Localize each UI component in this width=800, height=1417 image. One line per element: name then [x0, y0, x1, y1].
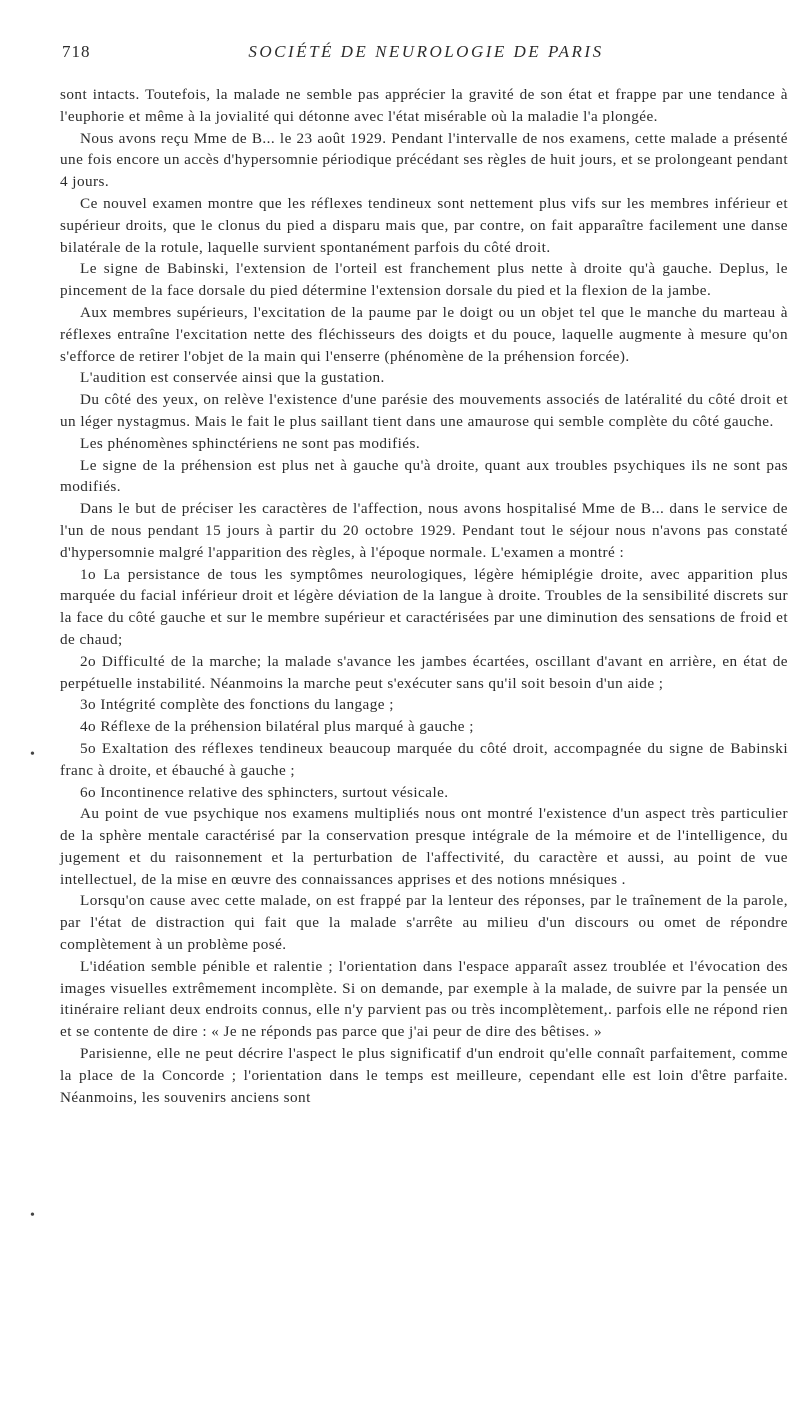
- paragraph: Parisienne, elle ne peut décrire l'aspect le plus significatif d'un endroit qu'elle connaît parfaitement, comme la place de la Concorde ; l'orientation dans le temps est meilleure, cependant elle est loin d'être parfaite. Néanmoins, les souvenirs anciens sont: [60, 1045, 788, 1106]
- paragraph: Le signe de la préhension est plus net à gauche qu'à droite, quant aux troubles psychiques ils ne sont pas modifiés.: [60, 456, 788, 496]
- list-item: 2o Difficulté de la marche; la malade s'avance les jambes écartées, oscillant d'avant en arrière, en état de perpétuelle instabilité. Néanmoins la marche peut s'exécuter sans qu'il soit besoin d'un aide ;: [60, 652, 788, 692]
- margin-mark: •: [30, 747, 35, 762]
- list-item: 6o Incontinence relative des sphincters, surtout vésicale.: [80, 783, 449, 801]
- paragraph: Nous avons reçu Mme de B... le 23 août 1929. Pendant l'intervalle de nos examens, cette malade a présenté une fois encore un accès d'hypersomnie périodique précédant ses règles de huit jours, et se prolongeant pendant 4 jours.: [60, 129, 788, 191]
- paragraph: Dans le but de préciser les caractères de l'affection, nous avons hospitalisé Mme de B... dans le service de l'un de nous pendant 15 jours à partir du 20 octobre 1929. Pendant tout le séjour nous n'avons pas constaté d'hypersomnie malgré l'apparition des règles, à l'époque normale. L'examen a montré :: [60, 500, 788, 561]
- page-header: [62, 42, 760, 72]
- list-item: 4o Réflexe de la préhension bilatéral plus marqué à gauche ;: [80, 718, 474, 736]
- running-title: SOCIÉTÉ DE NEUROLOGIE DE PARIS: [248, 42, 604, 61]
- list-item: 5o Exaltation des réflexes tendineux beaucoup marquée du côté droit, accompagnée du signe de Babinski franc à droite, et ébauché à gauche ;: [60, 739, 788, 779]
- paragraph: Lorsqu'on cause avec cette malade, on est frappé par la lenteur des réponses, par le traînement de la parole, par l'état de distraction qui fait que la malade s'arrête au milieu d'un discours ou omet de répondre complètement à un problème posé.: [60, 892, 788, 954]
- paragraph: sont intacts. Toutefois, la malade ne semble pas apprécier la gravité de son état et frappe par une tendance à l'euphorie et même à la jovialité qui détonne avec l'état misérable où la maladie l'a plongée.: [60, 86, 788, 125]
- body-text: [60, 84, 788, 1108]
- list-item: 3o Intégrité complète des fonctions du langage ;: [80, 696, 394, 714]
- paragraph: Les phénomènes sphinctériens ne sont pas modifiés.: [80, 434, 421, 452]
- paragraph: Le signe de Babinski, l'extension de l'orteil est franchement plus nette à droite qu'à gauche. Deplus, le pincement de la face dorsale du pied détermine l'extension dorsale du pied et la flexion de la jambe.: [60, 260, 788, 300]
- paragraph: L'audition est conservée ainsi que la gustation.: [80, 369, 385, 387]
- paragraph: Au point de vue psychique nos examens multipliés nous ont montré l'existence d'un aspect très particulier de la sphère mentale caractérisé par la conservation presque intégrale de la mémoire et de l'intelligence, du jugement et du raisonnement et la perturbation de l'affectivité, du caractère et aussi, au point de vue intellectuel, de la mise en œuvre des connaissances apprises et des notions mnésiques .: [60, 805, 788, 888]
- page-number: 718: [62, 42, 91, 61]
- list-item: 1o La persistance de tous les symptômes neurologiques, légère hémiplégie droite, avec apparition plus marquée du facial inférieur droit et légère déviation de la langue à droite. Troubles de la sensibilité discrets sur la face du côté gauche et sur le membre supérieur et caractérisées par une diminution des sensations de froid et de chaud;: [60, 565, 788, 648]
- paragraph: Du côté des yeux, on relève l'existence d'une parésie des mouvements associés de latéralité du côté droit et un léger nystagmus. Mais le fait le plus saillant tient dans une amaurose qui semble complète du côté gauche.: [60, 391, 788, 430]
- paragraph: Ce nouvel examen montre que les réflexes tendineux sont nettement plus vifs sur les membres inférieur et supérieur droits, que le clonus du pied a disparu mais que, par contre, on fait apparaître facilement une danse bilatérale de la rotule, laquelle survient spontanément parfois du côté droit.: [60, 194, 788, 256]
- paragraph: Aux membres supérieurs, l'excitation de la paume par le doigt ou un objet tel que le manche du marteau à réflexes entraîne l'excitation nette des fléchisseurs des doigts et du pouce, laquelle augmente à mesure qu'on s'efforce de retirer l'objet de la main qui l'enserre (phénomène de la préhension forcée).: [60, 303, 788, 365]
- margin-mark: •: [30, 1208, 35, 1223]
- paragraph: L'idéation semble pénible et ralentie ; l'orientation dans l'espace apparaît assez troublée et l'évocation des images visuelles extrêmement incomplète. Si on demande, par exemple à la malade, de suivre par la pensée un itinéraire reliant deux endroits connus, elle n'y parvient pas ou très incomplètement,. parfois elle ne répond rien et se contente de dire : « Je ne réponds pas parce que j'ai peur de dire des bêtises. »: [60, 957, 788, 1041]
